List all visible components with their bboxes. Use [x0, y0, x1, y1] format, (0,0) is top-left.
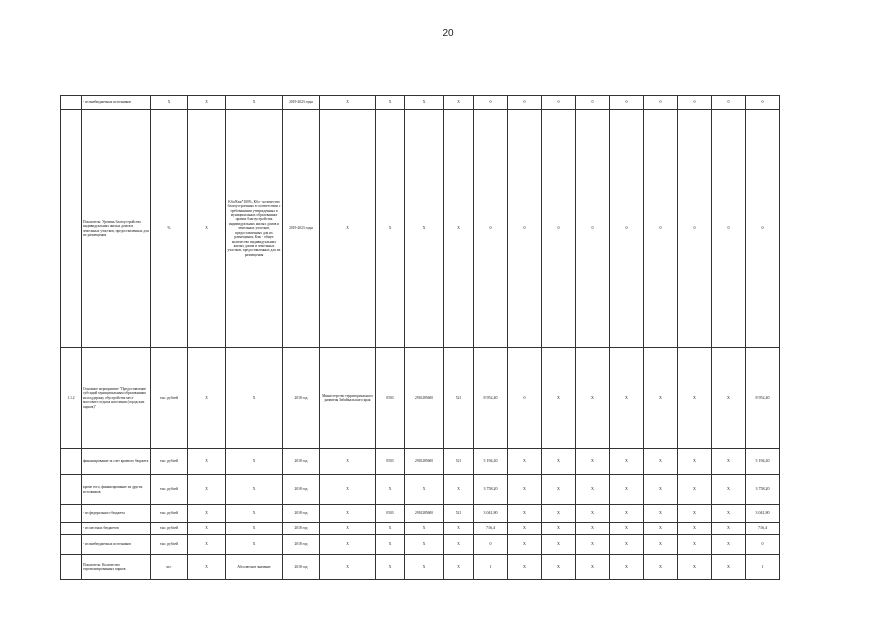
unit-cell: тыс. рублей — [151, 348, 188, 449]
value-cell: X — [644, 348, 678, 449]
table-row — [61, 523, 780, 535]
value-cell: X — [644, 505, 678, 523]
value-cell: X — [508, 475, 542, 505]
table-row — [61, 555, 780, 580]
value-cell: X — [576, 523, 610, 535]
code-cell: X — [376, 475, 405, 505]
value-cell: X — [542, 449, 576, 475]
value-cell: 0 — [474, 535, 508, 555]
value-cell: 0 — [712, 96, 746, 110]
value-cell: 716,4 — [746, 523, 780, 535]
value-cell: X — [610, 475, 644, 505]
executor-cell: X — [320, 449, 376, 475]
executor-cell: Министерство территориального развития Забайкальского края — [320, 348, 376, 449]
value-cell: X — [644, 449, 678, 475]
value-cell: X — [712, 348, 746, 449]
value-cell: 0 — [542, 110, 576, 348]
cell: X — [188, 449, 226, 475]
row-name: Показатель: Количество отремонтированных парков — [82, 555, 151, 580]
value-cell: X — [508, 505, 542, 523]
value-cell: 0 — [508, 96, 542, 110]
value-cell: X — [712, 523, 746, 535]
code-cell: X — [444, 555, 474, 580]
value-cell: 3 041,80 — [474, 505, 508, 523]
value-cell: 1 — [746, 555, 780, 580]
value-cell: 0 — [610, 110, 644, 348]
value-cell: X — [610, 555, 644, 580]
unit-cell: шт. — [151, 555, 188, 580]
value-cell: 0 — [746, 96, 780, 110]
executor-cell: X — [320, 555, 376, 580]
cell: X — [188, 523, 226, 535]
code-cell: X — [444, 523, 474, 535]
value-cell: 0 — [644, 96, 678, 110]
unit-cell: тыс. рублей — [151, 505, 188, 523]
code-cell: 2910285600 — [405, 505, 444, 523]
cell: X — [226, 505, 283, 523]
row-name: финансирование за счет краевого бюджета — [82, 449, 151, 475]
value-cell: X — [712, 505, 746, 523]
code-cell: X — [444, 96, 474, 110]
cell: Kбл/Кэж*100%, Кбл - количество благоустроенных в соответствии с требованиями утвержденных в муниципальных образованиях правил благоустройства индивидуальных жилых домов и земельных участков, предоставленных для их размещения; Кэж - общее количество индивидуальных жилых домов и земельных участков, предоставленных для их размещения — [226, 110, 283, 348]
cell: X — [188, 555, 226, 580]
table-body — [61, 96, 780, 580]
cell: X — [188, 535, 226, 555]
value-cell: X — [712, 535, 746, 555]
row-number: 1.1.2 — [61, 348, 82, 449]
value-cell: 3 758,20 — [746, 475, 780, 505]
value-cell: X — [678, 535, 712, 555]
page-number: 20 — [442, 28, 454, 39]
value-cell: X — [712, 475, 746, 505]
period-cell: 2018 год — [283, 523, 320, 535]
value-cell: X — [644, 535, 678, 555]
code-cell: X — [376, 523, 405, 535]
value-cell: 0 — [508, 110, 542, 348]
cell: X — [226, 535, 283, 555]
unit-cell: тыс. рублей — [151, 449, 188, 475]
table-row — [61, 505, 780, 523]
value-cell: X — [576, 348, 610, 449]
period-cell: 2018 год — [283, 348, 320, 449]
value-cell: 3 041,80 — [746, 505, 780, 523]
code-cell: X — [376, 555, 405, 580]
row-name: кроме того, финансирование из других источников — [82, 475, 151, 505]
period-cell: 2018 год — [283, 535, 320, 555]
row-name: - из местных бюджетов — [82, 523, 151, 535]
table-row — [61, 348, 780, 449]
cell: X — [188, 96, 226, 110]
value-cell: X — [542, 535, 576, 555]
value-cell: 0 — [542, 96, 576, 110]
value-cell: 0 — [576, 110, 610, 348]
cell: X — [188, 475, 226, 505]
value-cell: X — [542, 475, 576, 505]
cell: X — [226, 475, 283, 505]
code-cell: X — [376, 535, 405, 555]
value-cell: 0 — [644, 110, 678, 348]
value-cell: 1 — [474, 555, 508, 580]
value-cell: 0 — [678, 110, 712, 348]
row-number — [61, 505, 82, 523]
row-name: - из федерального бюджета — [82, 505, 151, 523]
row-number — [61, 96, 82, 110]
code-cell: X — [405, 110, 444, 348]
program-table — [60, 95, 780, 580]
executor-cell: X — [320, 505, 376, 523]
cell: X — [226, 96, 283, 110]
code-cell: 521 — [444, 449, 474, 475]
value-cell: X — [542, 348, 576, 449]
value-cell: 0 — [610, 96, 644, 110]
row-name: - из внебюджетных источников — [82, 96, 151, 110]
period-cell: 2018 год — [283, 505, 320, 523]
row-name: Показатель: Уровень благоустройства индивидуальных жилых домов и земельных участков, предоставленных для их размещения — [82, 110, 151, 348]
period-cell: 2018 год — [283, 475, 320, 505]
value-cell: X — [678, 523, 712, 535]
period-cell: 2018 год — [283, 449, 320, 475]
code-cell: 2910285600 — [405, 348, 444, 449]
value-cell: 5 194,20 — [746, 449, 780, 475]
value-cell: 8 952,40 — [746, 348, 780, 449]
value-cell: X — [610, 449, 644, 475]
value-cell: X — [610, 535, 644, 555]
code-cell: 521 — [444, 348, 474, 449]
table-row — [61, 96, 780, 110]
code-cell: X — [444, 475, 474, 505]
code-cell: X — [405, 555, 444, 580]
value-cell: X — [576, 535, 610, 555]
table-row — [61, 475, 780, 505]
code-cell: 521 — [444, 505, 474, 523]
executor-cell: X — [320, 96, 376, 110]
value-cell: 0 — [746, 535, 780, 555]
value-cell: X — [644, 523, 678, 535]
unit-cell: % — [151, 110, 188, 348]
row-number — [61, 475, 82, 505]
value-cell: X — [678, 555, 712, 580]
value-cell: 3 758,20 — [474, 475, 508, 505]
cell: X — [226, 523, 283, 535]
row-number — [61, 535, 82, 555]
value-cell: 5 194,20 — [474, 449, 508, 475]
value-cell: 0 — [746, 110, 780, 348]
row-number — [61, 523, 82, 535]
row-name: Основное мероприятие "Предоставление субсидий муниципальным образованиям на поддержку обустройства мест массового отдыха населения (городских парков)" — [82, 348, 151, 449]
value-cell: X — [678, 505, 712, 523]
code-cell: X — [444, 110, 474, 348]
value-cell: X — [610, 523, 644, 535]
executor-cell: X — [320, 110, 376, 348]
table-row — [61, 110, 780, 348]
executor-cell: X — [320, 535, 376, 555]
value-cell: X — [542, 523, 576, 535]
period-cell: 2019-2023 годы — [283, 110, 320, 348]
unit-cell: тыс. рублей — [151, 523, 188, 535]
period-cell: 2018 год — [283, 555, 320, 580]
value-cell: X — [678, 348, 712, 449]
code-cell: X — [376, 110, 405, 348]
executor-cell: X — [320, 475, 376, 505]
value-cell: 0 — [508, 348, 542, 449]
value-cell: X — [644, 555, 678, 580]
cell: X — [226, 449, 283, 475]
value-cell: X — [678, 475, 712, 505]
value-cell: X — [678, 449, 712, 475]
row-name: - из внебюджетных источников — [82, 535, 151, 555]
cell: X — [226, 348, 283, 449]
cell: Абсолютное значение — [226, 555, 283, 580]
value-cell: 0 — [474, 110, 508, 348]
code-cell: 0503 — [376, 348, 405, 449]
value-cell: X — [576, 449, 610, 475]
period-cell: 2019-2023 годы — [283, 96, 320, 110]
value-cell: X — [610, 348, 644, 449]
value-cell: 0 — [474, 96, 508, 110]
executor-cell: X — [320, 523, 376, 535]
code-cell: X — [376, 96, 405, 110]
unit-cell: X — [151, 96, 188, 110]
value-cell: 0 — [678, 96, 712, 110]
cell: X — [188, 110, 226, 348]
unit-cell: тыс. рублей — [151, 475, 188, 505]
value-cell: X — [508, 555, 542, 580]
cell: X — [188, 348, 226, 449]
value-cell: X — [576, 555, 610, 580]
code-cell: X — [405, 523, 444, 535]
unit-cell: тыс. рублей — [151, 535, 188, 555]
code-cell: 0503 — [376, 505, 405, 523]
table-row — [61, 449, 780, 475]
code-cell: 0503 — [376, 449, 405, 475]
value-cell: X — [610, 505, 644, 523]
value-cell: X — [508, 523, 542, 535]
code-cell: X — [405, 475, 444, 505]
code-cell: X — [405, 96, 444, 110]
value-cell: 0 — [576, 96, 610, 110]
value-cell: X — [576, 475, 610, 505]
value-cell: X — [712, 449, 746, 475]
cell: X — [188, 505, 226, 523]
value-cell: 716,4 — [474, 523, 508, 535]
value-cell: 8 952,40 — [474, 348, 508, 449]
row-number — [61, 110, 82, 348]
value-cell: X — [576, 505, 610, 523]
value-cell: X — [542, 555, 576, 580]
code-cell: 2910285600 — [405, 449, 444, 475]
value-cell: X — [508, 449, 542, 475]
code-cell: X — [444, 535, 474, 555]
code-cell: X — [405, 535, 444, 555]
value-cell: 0 — [712, 110, 746, 348]
row-number — [61, 555, 82, 580]
value-cell: X — [712, 555, 746, 580]
value-cell: X — [542, 505, 576, 523]
table-row — [61, 535, 780, 555]
value-cell: X — [644, 475, 678, 505]
row-number — [61, 449, 82, 475]
value-cell: X — [508, 535, 542, 555]
